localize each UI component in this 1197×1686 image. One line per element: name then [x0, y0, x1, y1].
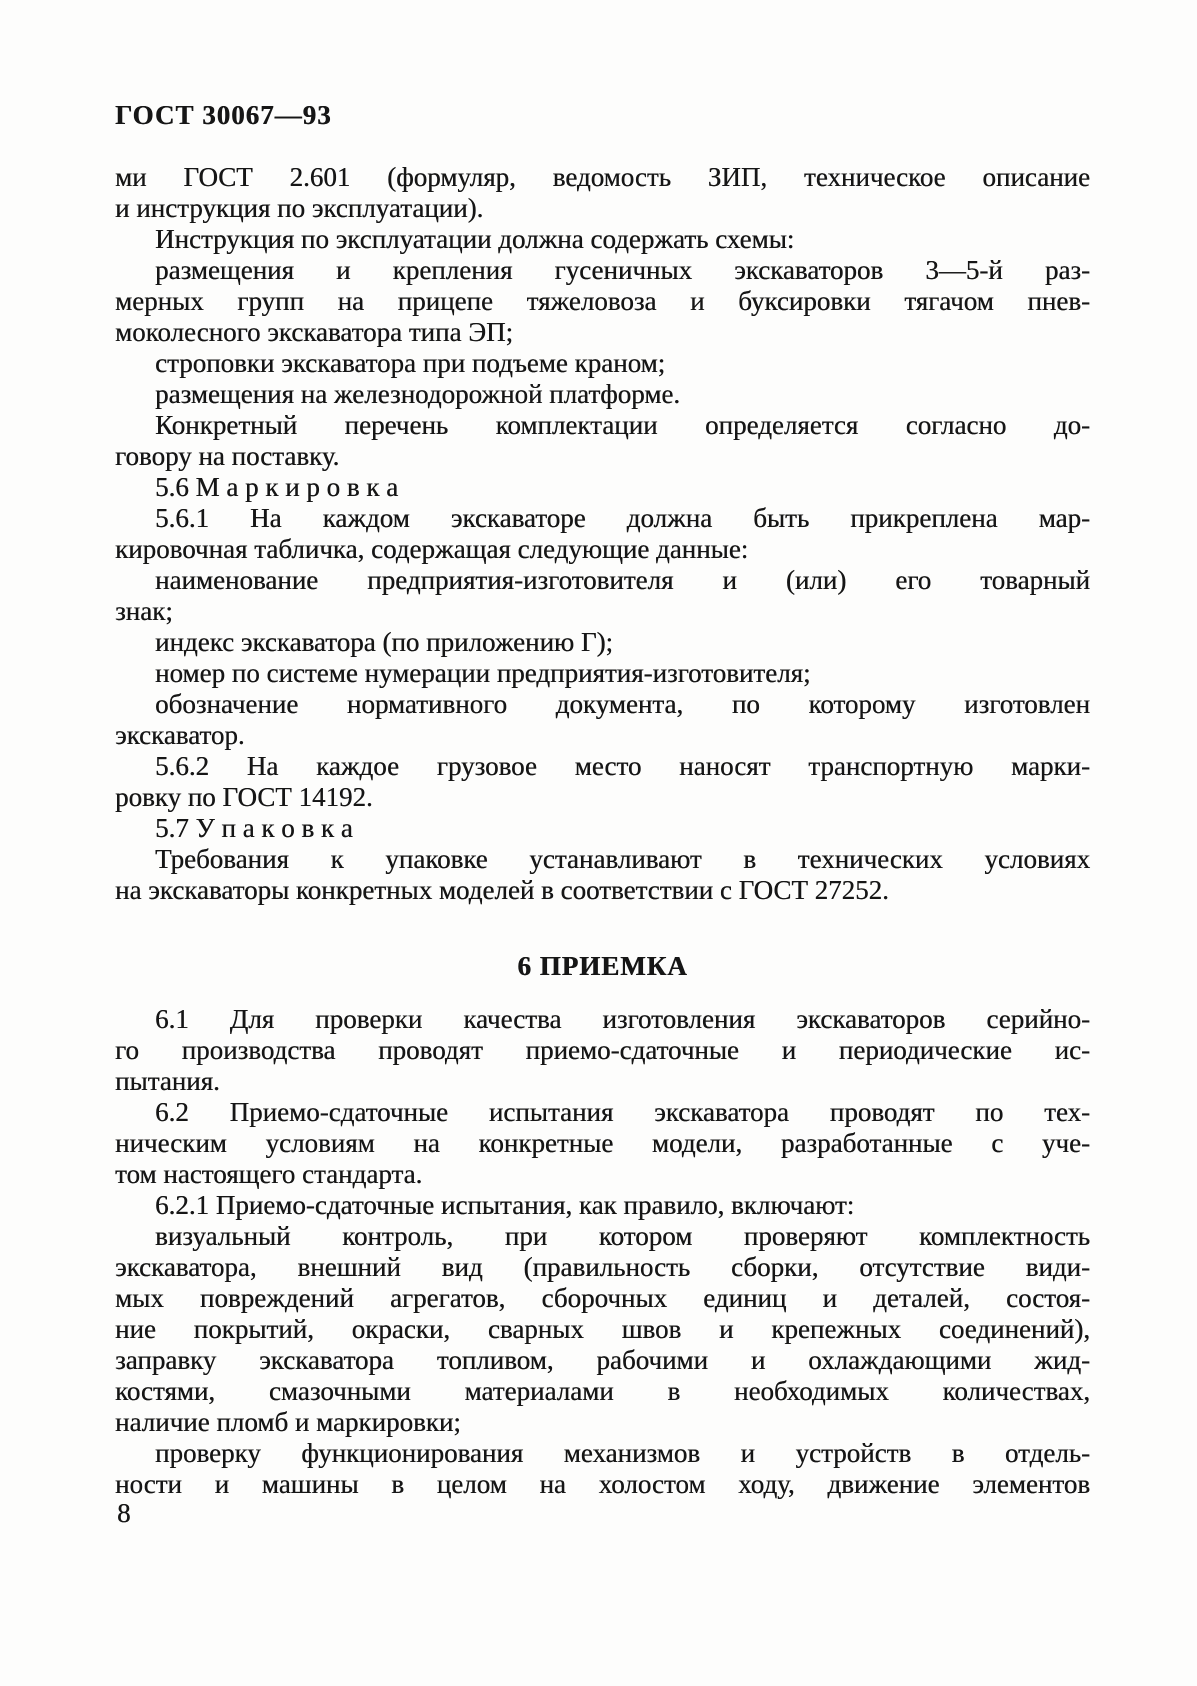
- text-line: номер по системе нумерации предприятия-изготовителя;: [155, 658, 811, 688]
- text-line: говору на поставку.: [115, 441, 340, 471]
- text-line: 5.6 М а р к и р о в к а: [155, 472, 399, 502]
- document-body: [115, 162, 1090, 1500]
- text-line: кировочная табличка, содержащая следующие данные:: [115, 534, 749, 564]
- text-line: пытания.: [115, 1066, 220, 1096]
- document-header: ГОСТ 30067—93: [115, 100, 332, 130]
- text-line: строповки экскаватора при подъеме краном;: [155, 348, 666, 378]
- text-line: мых повреждений агрегатов, сборочных единиц и деталей, состоя-: [115, 1283, 1090, 1313]
- text-line: ровку по ГОСТ 14192.: [115, 782, 373, 812]
- text-line: мерных групп на прицепе тяжеловоза и буксировки тягачом пнев-: [115, 286, 1090, 316]
- text-line: наличие пломб и маркировки;: [115, 1407, 461, 1437]
- text-line: го производства проводят приемо-сдаточные и периодические ис-: [115, 1035, 1090, 1065]
- text-line: экскаватор.: [115, 720, 245, 750]
- text-line: размещения на железнодорожной платформе.: [155, 379, 681, 409]
- text-line: 6.1 Для проверки качества изготовления экскаваторов серийно-: [155, 1004, 1090, 1034]
- text-line: и инструкция по эксплуатации).: [115, 193, 484, 223]
- text-line: 6.2 Приемо-сдаточные испытания экскаватора проводят по тех-: [155, 1097, 1090, 1127]
- page-number: 8: [117, 1498, 131, 1528]
- text-line: знак;: [115, 596, 173, 626]
- text-line: моколесного экскаватора типа ЭП;: [115, 317, 514, 347]
- text-line: размещения и крепления гусеничных экскаваторов 3—5-й раз-: [155, 255, 1090, 285]
- text-line: наименование предприятия-изготовителя и (или) его товарный: [155, 565, 1090, 595]
- text-line: том настоящего стандарта.: [115, 1159, 423, 1189]
- text-line: ническим условиям на конкретные модели, разработанные с уче-: [115, 1128, 1090, 1158]
- text-line: 6.2.1 Приемо-сдаточные испытания, как правило, включают:: [155, 1190, 855, 1220]
- text-line: ми ГОСТ 2.601 (формуляр, ведомость ЗИП, техническое описание: [115, 162, 1090, 192]
- text-line: Требования к упаковке устанавливают в технических условиях: [155, 844, 1090, 874]
- text-line: визуальный контроль, при котором проверяют комплектность: [155, 1221, 1090, 1251]
- text-line: Инструкция по эксплуатации должна содержать схемы:: [155, 224, 795, 254]
- text-line: 5.7 У п а к о в к а: [155, 813, 353, 843]
- text-line: 5.6.1 На каждом экскаваторе должна быть прикреплена мар-: [155, 503, 1090, 533]
- text-line: обозначение нормативного документа, по которому изготовлен: [155, 689, 1090, 719]
- text-line: 5.6.2 На каждое грузовое место наносят транспортную марки-: [155, 751, 1090, 781]
- text-line: костями, смазочными материалами в необходимых количествах,: [115, 1376, 1090, 1406]
- text-line: на экскаваторы конкретных моделей в соответствии с ГОСТ 27252.: [115, 875, 889, 905]
- text-line: проверку функционирования механизмов и устройств в отдель-: [155, 1438, 1090, 1468]
- text-line: ние покрытий, окраски, сварных швов и крепежных соединений),: [115, 1314, 1090, 1344]
- text-line: экскаватора, внешний вид (правильность сборки, отсутствие види-: [115, 1252, 1090, 1282]
- section-heading: 6 ПРИЕМКА: [517, 951, 688, 981]
- text-line: Конкретный перечень комплектации определяется согласно до-: [155, 410, 1090, 440]
- text-line: индекс экскаватора (по приложению Г);: [155, 627, 613, 657]
- text-line: заправку экскаватора топливом, рабочими и охлаждающими жид-: [115, 1345, 1090, 1375]
- text-line: ности и машины в целом на холостом ходу, движение элементов: [115, 1469, 1090, 1499]
